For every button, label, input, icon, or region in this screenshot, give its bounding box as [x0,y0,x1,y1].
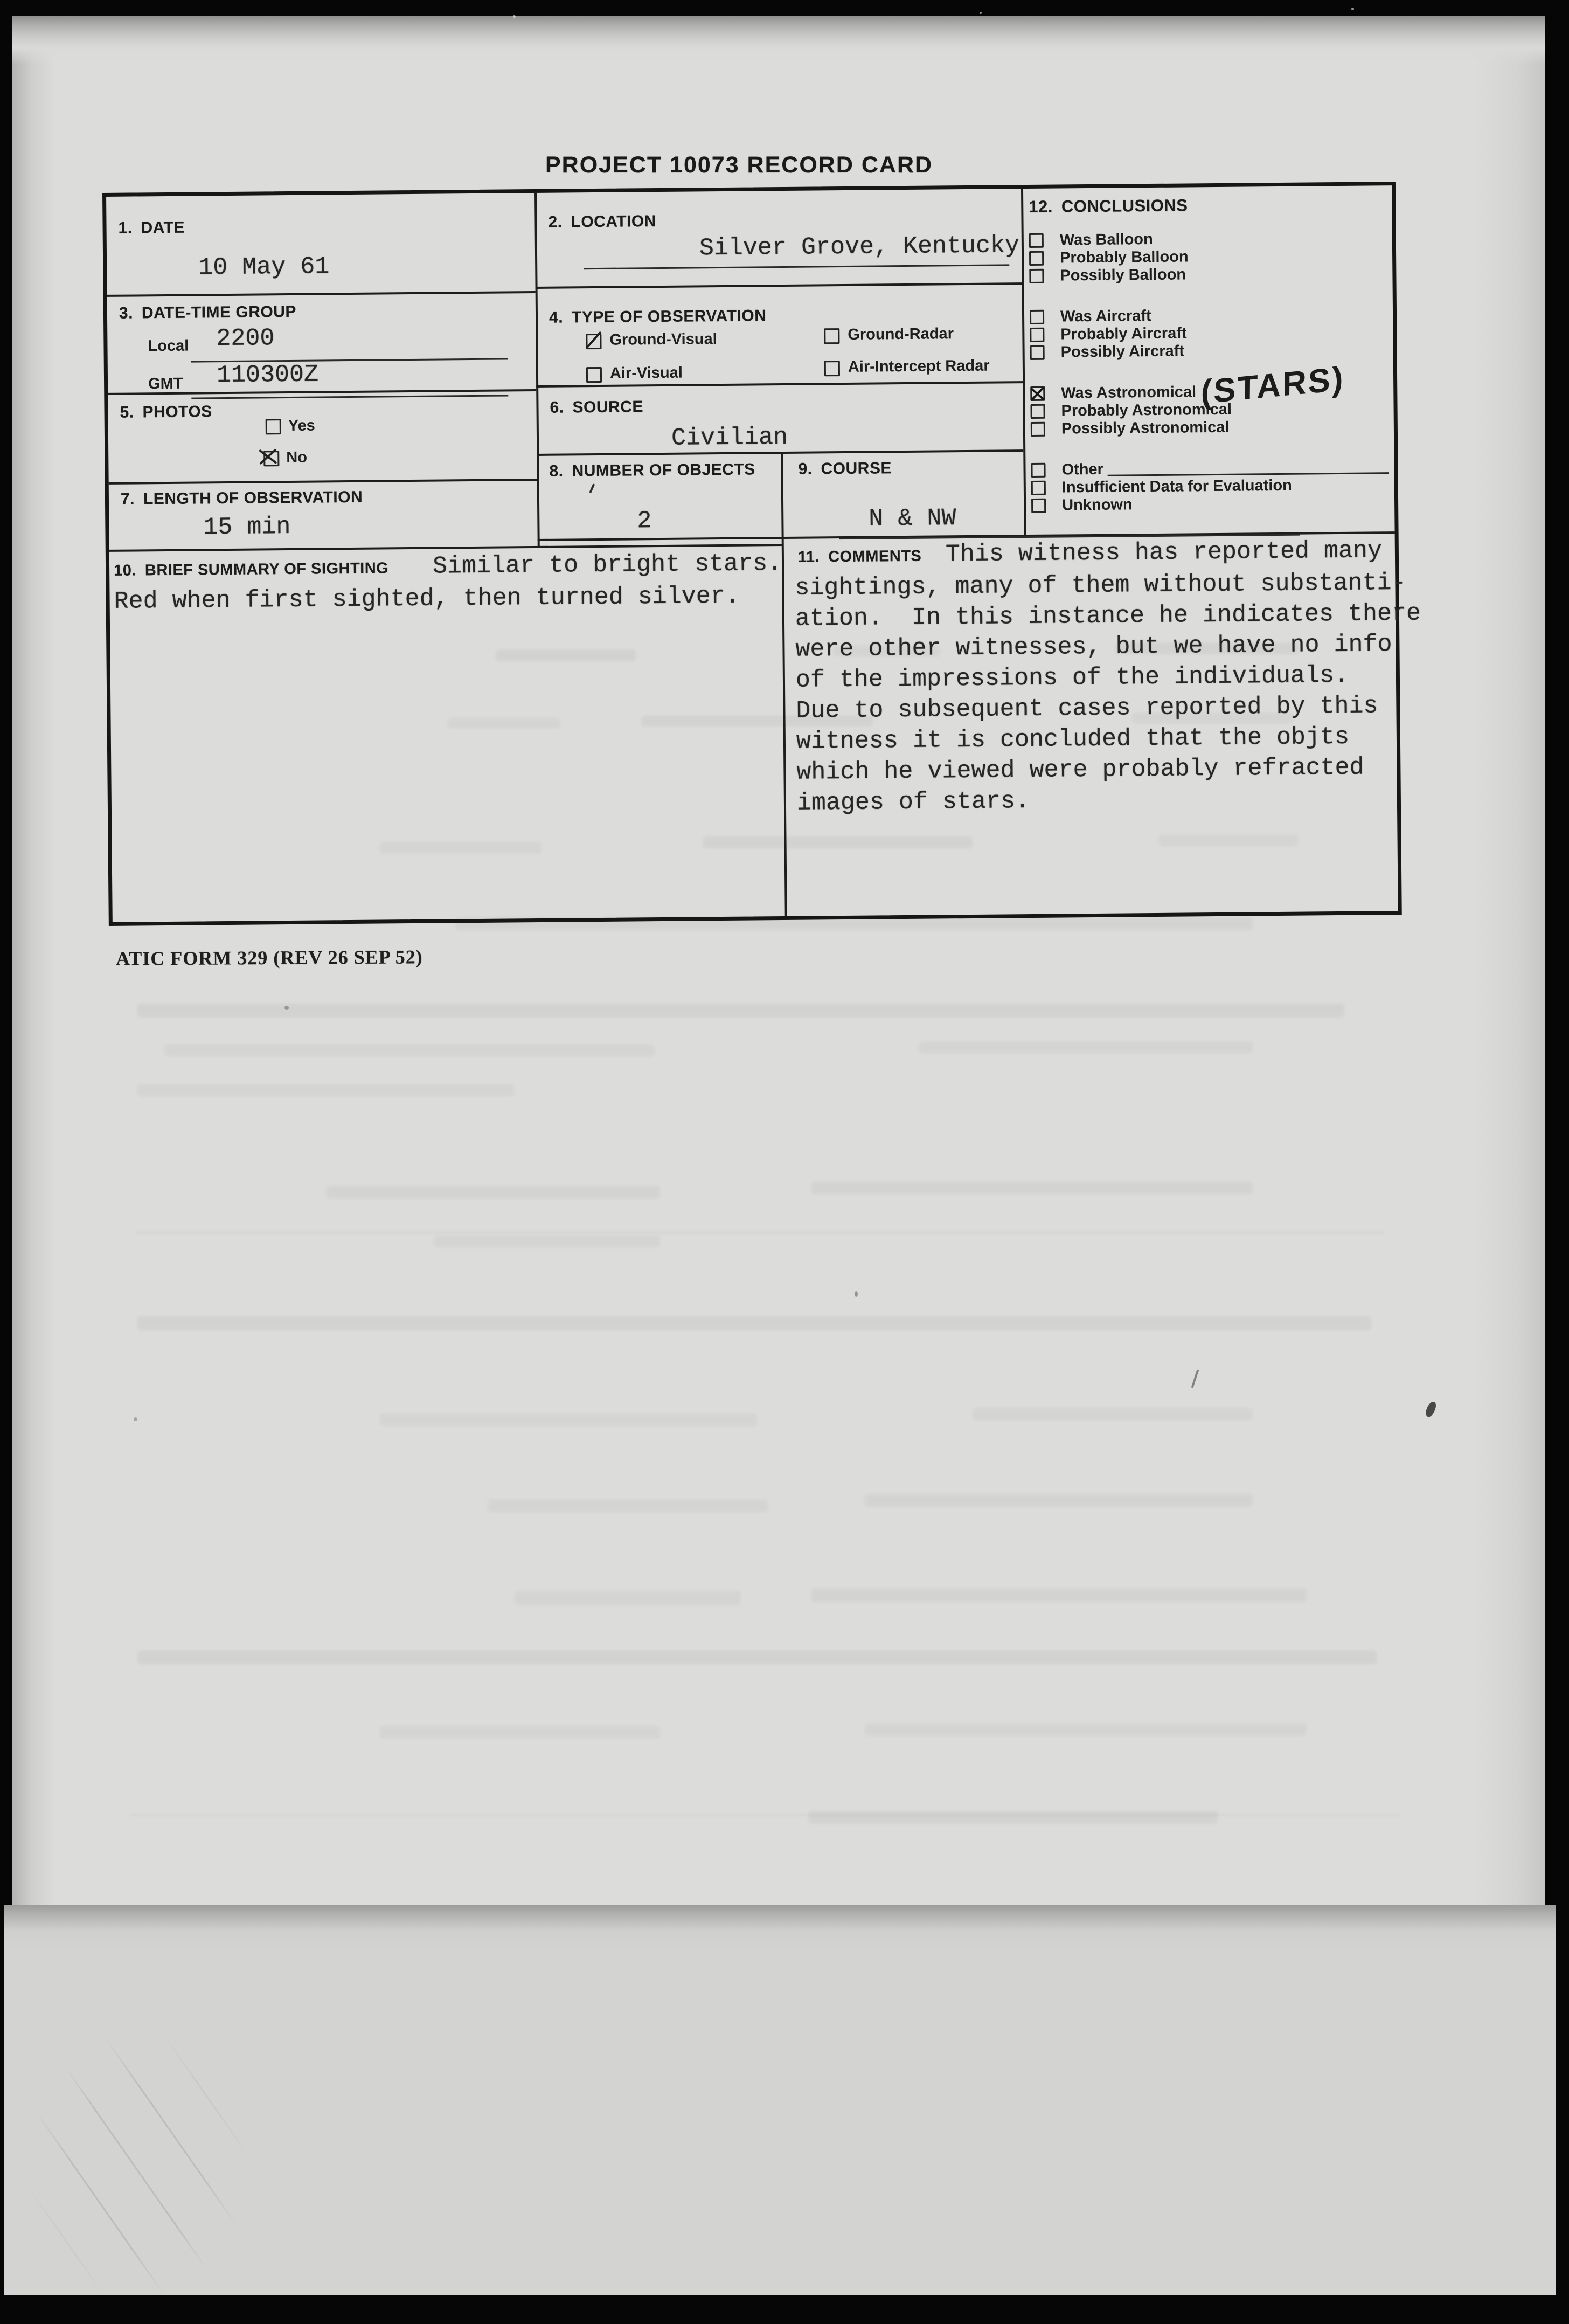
number-of-objects-label: 8. NUMBER OF OBJECTS [549,460,755,480]
bleed-through-artifact [703,836,973,848]
comments-line: of the impressions of the individuals. [795,661,1349,694]
conclusion-item-insufficient-data: Insufficient Data for Evaluation [1031,476,1396,497]
bleed-through-artifact [447,718,560,729]
checkbox-icon [1029,251,1044,266]
bleed-through-artifact [1115,642,1299,654]
checkbox-icon [1031,463,1045,478]
divider [536,381,1023,388]
conclusion-item-was-balloon: Was Balloon [1029,229,1393,250]
location-field-label: 2. LOCATION [548,212,657,231]
bleed-through-artifact [488,1499,768,1512]
dust-speck [1351,8,1354,10]
length-of-observation-value: 15 min [203,513,291,542]
conclusion-item-probably-astronomical: Probably Astronomical [1030,399,1394,420]
photos-no-label: No [286,448,308,467]
checkbox-icon [1030,404,1045,419]
checkbox-icon [1030,328,1044,342]
record-card [102,182,1421,926]
comments-line: Due to subsequent cases reported by this [796,692,1378,725]
bleed-through-artifact [515,1591,741,1605]
comments-line: which he viewed were probably refracted [796,753,1364,786]
bleed-through-artifact [164,1045,655,1056]
bleed-through-artifact [811,1588,1307,1602]
brief-summary-line: Similar to bright stars. [432,550,782,580]
checkbox-icon [1030,345,1045,360]
bleed-through-artifact [1158,834,1299,846]
conclusion-item-other: Other [1031,458,1395,479]
checkbox-icon-photos-yes [266,419,281,434]
local-time-value: 2200 [216,324,275,353]
comments-line: sightings, many of them without substanti- [795,569,1406,602]
gmt-time-value: 110300Z [216,361,319,390]
divider [109,479,537,485]
ground-radar-label: Ground-Radar [848,325,954,343]
conclusion-item-possibly-astronomical: Possibly Astronomical [1031,417,1395,438]
conclusion-item-probably-aircraft: Probably Aircraft [1030,323,1394,344]
bleed-through-artifact [865,1723,1307,1736]
bleed-through-artifact [380,1726,660,1739]
bleed-through-artifact [380,842,541,854]
bleed-through-artifact [811,1181,1253,1194]
bleed-through-artifact [137,1650,1377,1664]
conclusion-item-possibly-balloon: Possibly Balloon [1029,264,1393,285]
divider [107,291,536,297]
bleed-through-artifact [808,1811,1218,1824]
bleed-through-artifact [973,1408,1253,1421]
checkbox-icon-checked [1030,386,1045,401]
number-of-objects-value: 2 [637,507,652,535]
comments-line: images of stars. [796,787,1030,817]
field-number: 12. [1029,197,1053,216]
brief-summary-line: Red when first sighted, then turned silver. [114,582,740,615]
fill-in-line [191,395,508,399]
bleed-through-artifact [137,1316,1371,1330]
date-value: 10 May 61 [198,253,330,282]
dust-speck [980,12,982,14]
field-number: 9. [798,460,813,478]
field-number: 4. [549,308,564,327]
bleed-through-artifact [455,917,1253,930]
type-of-observation-label: 4. TYPE OF OBSERVATION [549,307,767,327]
air-visual-label: Air-Visual [609,364,683,382]
photos-field-label: 5. PHOTOS [120,403,212,421]
dust-speck [134,1417,137,1421]
field-number: 8. [549,462,564,480]
ground-visual-label: Ground-Visual [609,330,717,349]
field-number: 10. [113,562,137,579]
form-identifier: ATIC FORM 329 (REV 26 SEP 52) [115,946,423,970]
brief-summary-label: 10. BRIEF SUMMARY OF SIGHTING [113,559,389,579]
bleed-through-artifact [380,1413,757,1426]
checkbox-icon [1030,310,1044,324]
bleed-through-artifact [434,1235,660,1247]
checkbox-icon-air-intercept-radar [824,361,840,376]
bleed-through-artifact [1131,713,1293,723]
field-number: 11. [797,548,820,566]
field-number: 1. [118,219,133,237]
dust-speck [513,15,516,18]
fill-in-line [1108,460,1389,476]
stray-ink-tick [589,483,595,493]
comments-line: witness it is concluded that the objts [796,723,1350,756]
source-value: Civilian [671,423,788,452]
source-field-label: 6. SOURCE [550,398,644,417]
comments-line: This witness has reported many [945,537,1383,569]
field-number: 7. [120,490,135,508]
checkbox-icon-air-visual [586,367,602,383]
date-field-label: 1. DATE [118,218,185,237]
checkbox-icon-ground-radar [824,328,839,344]
checkbox-icon [1029,233,1044,248]
page-title: PROJECT 10073 RECORD CARD [545,152,933,178]
checkbox-icon [1029,269,1044,283]
comments-text-block [795,568,1422,819]
bleed-through-artifact [832,646,940,656]
conclusions-label: 12. CONCLUSIONS [1029,196,1188,216]
bleed-through-artifact [137,1004,1344,1018]
conclusion-item-possibly-aircraft: Possibly Aircraft [1030,341,1394,362]
conclusion-item-was-aircraft: Was Aircraft [1030,305,1394,326]
bleed-through-artifact [641,716,873,727]
bleed-through-artifact [137,1084,515,1096]
course-field-label: 9. COURSE [798,459,892,478]
dust-speck [855,1291,858,1297]
handwritten-annotation: (STARS) [1200,360,1345,412]
comments-field-label: 11. COMMENTS [797,547,922,566]
date-time-group-label: 3. DATE-TIME GROUP [119,302,297,322]
scratch-marks [22,2026,253,2307]
bleed-through-artifact [919,1041,1253,1053]
photos-yes-label: Yes [288,417,315,435]
fill-in-line [584,264,1009,269]
local-time-label: Local [148,337,189,355]
divider [534,193,540,546]
air-intercept-radar-label: Air-Intercept Radar [848,357,990,376]
gmt-time-label: GMT [148,375,183,393]
divider [536,282,1022,289]
conclusions-section [1029,194,1396,515]
checkbox-icon [1031,499,1046,513]
divider [1021,189,1026,535]
field-number: 5. [120,403,134,421]
field-number: 2. [548,213,563,231]
comments-line: ation. In this instance he indicates there [795,599,1421,633]
bleed-through-artifact [135,1232,1385,1233]
field-number: 3. [119,304,134,322]
bleed-through-artifact [129,1814,1401,1816]
conclusion-item-was-astronomical: Was Astronomical (STARS) [1030,382,1394,403]
course-value: N & NW [869,504,956,533]
length-of-observation-label: 7. LENGTH OF OBSERVATION [120,488,363,508]
bleed-through-artifact [326,1186,660,1199]
checkbox-icon [1031,422,1045,437]
conclusion-item-probably-balloon: Probably Balloon [1029,246,1393,267]
bleed-through-artifact [496,649,636,661]
checkbox-icon [1031,481,1046,495]
location-value: Silver Grove, Kentucky [699,232,1020,262]
dust-speck [284,1006,289,1010]
field-number: 6. [550,398,564,417]
conclusion-item-unknown: Unknown [1031,494,1396,515]
comments-line: were other witnesses, but we have no info [795,631,1392,663]
bleed-through-artifact [865,1494,1253,1507]
